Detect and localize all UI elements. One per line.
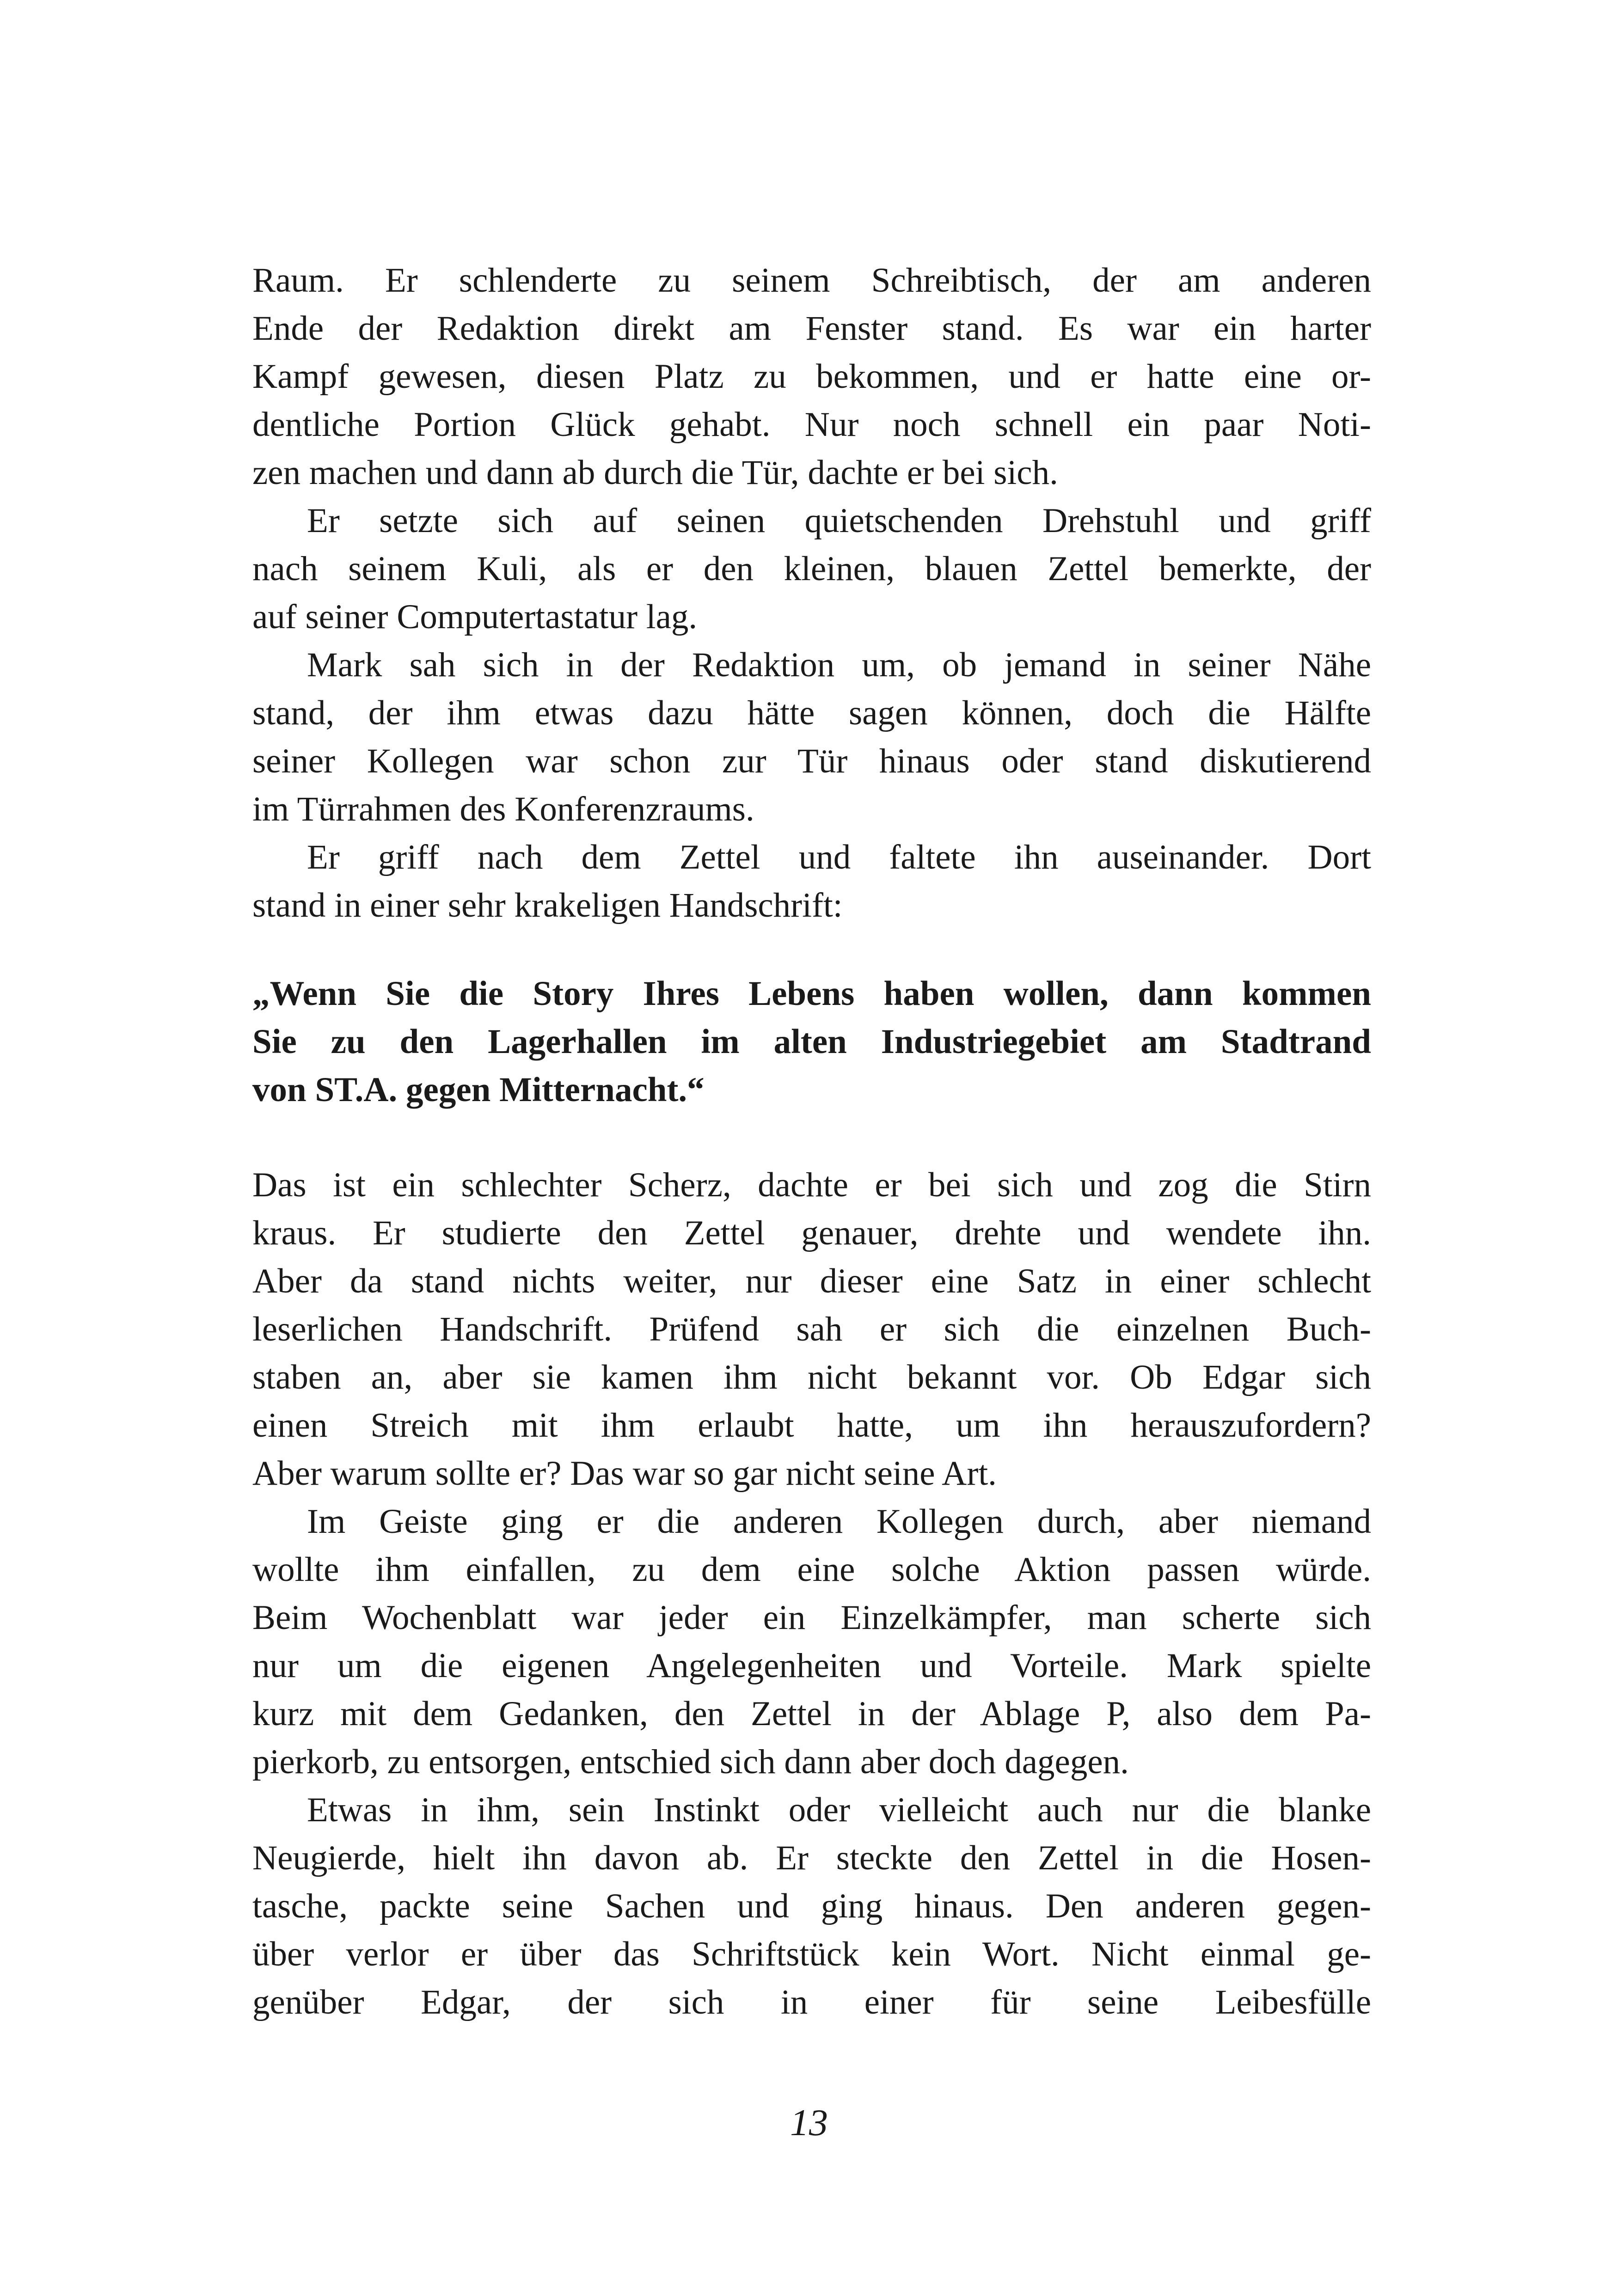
text-line: tasche, packte seine Sachen und ging hinaus. Den anderen gegen- xyxy=(252,1887,1371,1925)
text-line: wollte ihm einfallen, zu dem eine solche Aktion passen würde. xyxy=(252,1550,1371,1589)
quote-block xyxy=(252,970,1371,1114)
text-line: leserlichen Handschrift. Prüfend sah er sich die einzelnen Buch- xyxy=(252,1310,1371,1348)
text-line: genüber Edgar, der sich in einer für seine Leibesfülle xyxy=(252,1983,1371,2021)
quote-line: Sie zu den Lagerhallen im alten Industriegebiet am Stadtrand xyxy=(252,1022,1371,1061)
text-line: Neugierde, hielt ihn davon ab. Er steckte den Zettel in die Hosen- xyxy=(252,1839,1371,1877)
text-line: Er griff nach dem Zettel und faltete ihn auseinander. Dort xyxy=(307,838,1371,876)
text-line: Aber warum sollte er? Das war so gar nicht seine Art. xyxy=(252,1454,997,1493)
text-line: Im Geiste ging er die anderen Kollegen durch, aber niemand xyxy=(307,1502,1371,1541)
text-line: auf seiner Computertastatur lag. xyxy=(252,598,698,636)
text-line: Beim Wochenblatt war jeder ein Einzelkämpfer, man scherte sich xyxy=(252,1598,1371,1637)
quote-line: „Wenn Sie die Story Ihres Lebens haben wollen, dann kommen xyxy=(252,974,1371,1013)
text-line: Kampf gewesen, diesen Platz zu bekommen, und er hatte eine or- xyxy=(252,357,1371,396)
text-line: pierkorb, zu entsorgen, entschied sich dann aber doch dagegen. xyxy=(252,1743,1129,1781)
paragraph-block-bottom xyxy=(252,1161,1371,2027)
text-line: staben an, aber sie kamen ihm nicht bekannt vor. Ob Edgar sich xyxy=(252,1358,1371,1396)
text-line: kurz mit dem Gedanken, den Zettel in der Ablage P, also dem Pa- xyxy=(252,1695,1371,1733)
text-line: im Türrahmen des Konferenzraums. xyxy=(252,790,754,828)
text-line: Ende der Redaktion direkt am Fenster stand. Es war ein harter xyxy=(252,309,1371,348)
text-line: zen machen und dann ab durch die Tür, dachte er bei sich. xyxy=(252,453,1058,492)
text-line: Aber da stand nichts weiter, nur dieser eine Satz in einer schlecht xyxy=(252,1262,1371,1300)
text-line: Er setzte sich auf seinen quietschenden Drehstuhl und griff xyxy=(307,502,1371,540)
text-line: nur um die eigenen Angelegenheiten und Vorteile. Mark spielte xyxy=(252,1647,1371,1685)
page-number: 13 xyxy=(790,2101,828,2143)
text-line: stand in einer sehr krakeligen Handschrift: xyxy=(252,886,843,925)
paragraph-block-top xyxy=(252,257,1371,930)
text-line: nach seinem Kuli, als er den kleinen, blauen Zettel bemerkte, der xyxy=(252,550,1371,588)
text-line: kraus. Er studierte den Zettel genauer, drehte und wendete ihn. xyxy=(252,1214,1371,1252)
text-line: Das ist ein schlechter Scherz, dachte er bei sich und zog die Stirn xyxy=(252,1166,1371,1204)
text-line: dentliche Portion Glück gehabt. Nur noch schnell ein paar Noti- xyxy=(252,405,1371,444)
text-line: einen Streich mit ihm erlaubt hatte, um ihn herauszufordern? xyxy=(252,1406,1371,1445)
text-line: stand, der ihm etwas dazu hätte sagen können, doch die Hälfte xyxy=(252,694,1371,732)
text-line: seiner Kollegen war schon zur Tür hinaus oder stand diskutierend xyxy=(252,742,1371,780)
text-line: über verlor er über das Schriftstück kein Wort. Nicht einmal ge- xyxy=(252,1935,1371,1973)
quote-line: von ST.A. gegen Mitternacht.“ xyxy=(252,1071,705,1109)
text-line: Etwas in ihm, sein Instinkt oder vielleicht auch nur die blanke xyxy=(307,1791,1371,1829)
text-line: Raum. Er schlenderte zu seinem Schreibtisch, der am anderen xyxy=(252,261,1371,300)
text-line: Mark sah sich in der Redaktion um, ob jemand in seiner Nähe xyxy=(307,646,1371,684)
